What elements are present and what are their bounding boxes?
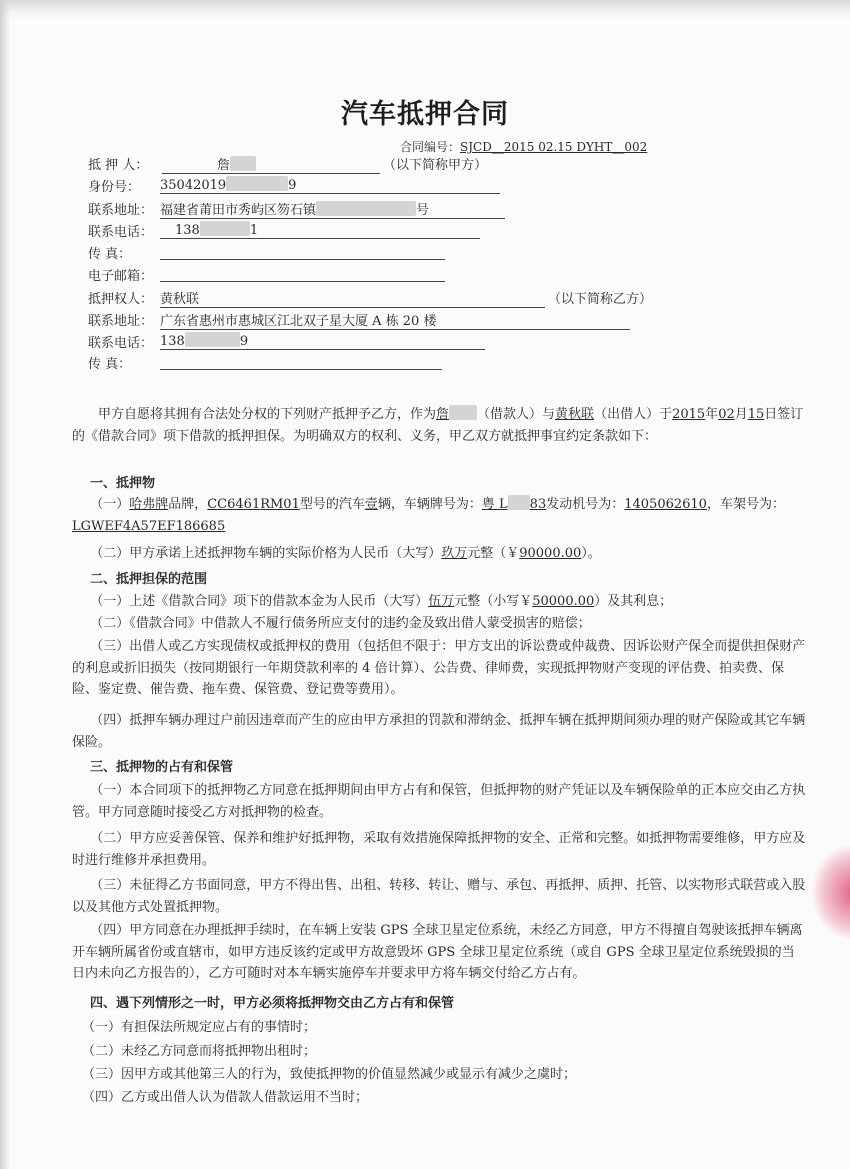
pledgor-email-field [160,265,445,282]
pledgor-name-suffix: （以下简称甲方） [383,158,488,173]
pledgee-phone-field: 138 9 [160,332,485,350]
section3-heading: 三、抵押物的占有和保管 [90,760,234,775]
section1-heading: 一、抵押物 [90,476,156,491]
pledgor-fax-label: 传 真： [88,247,132,262]
section2-item1: （一）上述《借款合同》项下的借款本金为人民币（大写）伍万元整（小写￥50000.00）及其利息； [90,594,673,609]
pledgor-address-label: 联系地址： [88,203,154,218]
intro-paragraph: 甲方自愿将其拥有合法处分权的下列财产抵押予乙方，作为詹 （借款人）与黄秋联（出借人）于2015年02月15日签订的《借款合同》项下借款的抵押担保。为明确双方的权利、义务，甲乙双方就抵押事宜约定条款如下： [72,407,804,444]
section1-item1: （一）哈弗牌品牌，CC6461RM01型号的汽车壹辆，车辆牌号为：粤 L 83发动机号为：1405062610，车架号为：LGWEF4A57EF186685 [72,497,785,534]
pledgee-address-field: 广东省惠州市惠城区江北双子星大厦 A 栋 20 楼 [160,310,630,330]
redaction [508,495,530,510]
redaction [449,405,477,420]
pledgor-label: 抵 押 人： [88,158,149,173]
redaction [200,221,250,236]
pledgee-phone-label: 联系电话： [88,336,154,351]
pledgee-name-suffix: （以下简称乙方） [548,292,653,307]
pledgor-phone-field: 138 1 [160,221,480,239]
section4-item1: （一）有担保法所规定应占有的事情时； [82,1020,317,1035]
section2-heading: 二、抵押担保的范围 [90,572,208,587]
pledgor-email-label: 电子邮箱： [88,269,154,284]
pledgee-label: 抵押权人： [88,292,154,307]
section2-item3: （三）出借人或乙方实现债权或抵押权的费用（包括但不限于：甲方支出的诉讼费或仲裁费、因诉讼财产保全而提供担保财产的利息或折旧损失（按同期银行一年期贷款利率的 4 倍计算）、公告费、律师费，实现抵押物财产变现的评估费、拍卖费、保险、鉴定费、催告费、拖车费、保管费、登记费等费用）。 [72,639,806,697]
pledgor-address-field: 福建省莆田市秀屿区笏石镇 号 [160,199,505,219]
section3-item3: （三）未征得乙方书面同意，甲方不得出售、出租、转移、转让、赠与、承包、再抵押、质押、托管、以实物形式联营或入股以及其他方式处置抵押物。 [72,878,806,915]
pledgee-name-field: 黄秋联 [160,288,545,308]
pledgor-id-field: 35042019 9 [160,176,500,194]
redaction [185,332,240,347]
section4-item4: （四）乙方或出借人认为借款人借款运用不当时； [82,1090,369,1105]
pledgor-phone-label: 联系电话： [88,225,154,240]
document-title: 汽车抵押合同 [341,99,509,130]
section3-item2: （二）甲方应妥善保管、保养和维护好抵押物，采取有效措施保障抵押物的安全、正常和完整。如抵押物需要维修，甲方应及时进行维修并承担费用。 [72,831,806,868]
section4-item2: （二）未经乙方同意而将抵押物出租时； [82,1044,317,1059]
redaction [226,176,288,191]
redaction [316,201,416,216]
pledgor-fax-field [160,243,445,260]
section3-item1: （一）本合同项下的抵押物乙方同意在抵押期间由甲方占有和保管，但抵押物的财产凭证以及车辆保险单的正本应交由乙方执管。甲方同意随时接受乙方对抵押物的检查。 [72,783,806,820]
section4-heading: 四、遇下列情形之一时，甲方必须将抵押物交由乙方占有和保管 [90,996,455,1011]
section4-item3: （三）因甲方或其他第三人的行为，致使抵押物的价值显然减少或显示有减少之虞时； [82,1067,577,1082]
pledgee-fax-field [160,353,442,370]
redaction [230,156,256,171]
pledgee-address-label: 联系地址： [88,314,154,329]
section2-item4: （四）抵押车辆办理过户前因违章而产生的应由甲方承担的罚款和滞纳金、抵押车辆在抵押期间须办理的财产保险或其它车辆保险。 [72,713,806,750]
scan-edge-top [0,0,850,20]
pledgor-name-field: 詹 [162,154,380,174]
section2-item2: （二）《借款合同》中借款人不履行债务所应支付的违约金及致出借人蒙受损害的赔偿； [90,616,591,631]
pledgor-id-label: 身份号： [88,180,141,195]
pledgee-fax-label: 传 真： [88,357,132,372]
section3-item4: （四）甲方同意在办理抵押手续时，在车辆上安装 GPS 全球卫星定位系统，未经乙方同意，甲方不得擅自驾驶该抵押车辆离开车辆所属省份或直辖市，如甲方违反该约定或甲方故意毁坏 GPS 全球卫星定位系统（或自 GPS 全球卫星定位系统毁损的当日内未向乙方报告的），乙方可随时对本车辆实施停车并要求甲方将车辆交付给乙方占有。 [72,923,803,981]
scan-edge-left [0,0,10,1169]
contract-number: 合同编号：SJCD__2015 02.15 DYHT__002 [400,140,648,154]
red-seal-stamp [812,845,850,940]
section1-item2: （二）甲方承诺上述抵押物车辆的实际价格为人民币（大写）玖万元整（￥90000.00）。 [90,546,601,561]
